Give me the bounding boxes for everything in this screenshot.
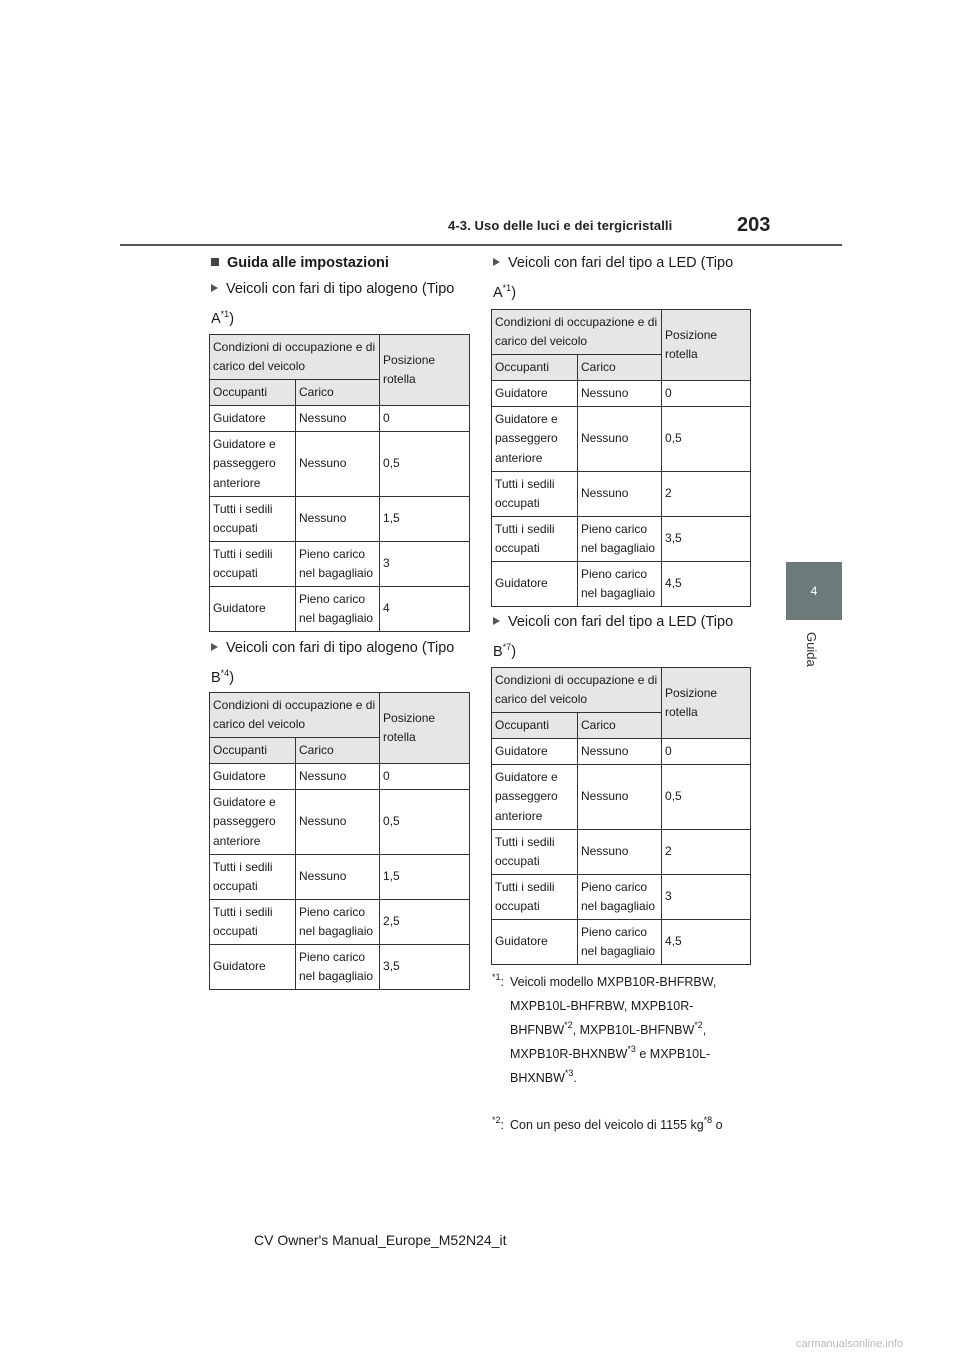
footnote-sup: *2 — [694, 1020, 703, 1030]
cell-occupants: Tutti i sedili occupati — [210, 542, 296, 587]
table-row — [492, 830, 751, 875]
col-header-position: Posizione rotella — [380, 335, 470, 406]
cell-position: 0,5 — [662, 765, 751, 830]
cell-occupants: Tutti i sedili occupati — [210, 497, 296, 542]
cell-position: 0 — [380, 406, 470, 432]
table-row — [492, 381, 751, 407]
cell-load: Pieno carico nel bagagliaio — [578, 875, 662, 920]
cell-load: Nessuno — [296, 432, 380, 497]
footnote-sup: *8 — [703, 1115, 713, 1125]
heading-sup: *7 — [502, 642, 512, 652]
table-row — [210, 587, 470, 632]
table-led-b — [491, 667, 751, 965]
cell-load: Nessuno — [296, 406, 380, 432]
table-row — [210, 497, 470, 542]
cell-load: Pieno carico nel bagagliaio — [296, 945, 380, 990]
table-row — [210, 855, 470, 900]
heading-end: ) — [229, 670, 235, 686]
heading-sup: *1 — [220, 309, 230, 319]
footnote-2: $^{*2}$: Con un peso del veicolo di 1155 $kg^{*8}$ o — [492, 1115, 723, 1132]
table-row — [492, 562, 751, 607]
cell-position: 3,5 — [380, 945, 470, 990]
table-row — [492, 517, 751, 562]
table-heading-led-b — [493, 607, 753, 667]
cell-occupants: Tutti i sedili occupati — [210, 855, 296, 900]
page-number: 203 — [737, 214, 771, 236]
cell-occupants: Guidatore e passeggero anteriore — [492, 765, 578, 830]
cell-load: Nessuno — [296, 497, 380, 542]
cell-position: 2,5 — [380, 900, 470, 945]
col-header-condition: Condizioni di occupazione e di carico del veicolo — [210, 335, 380, 380]
cell-occupants: Guidatore — [492, 920, 578, 965]
header-rule — [120, 244, 842, 246]
footnote-text: , MXPB10R-BHXNBW — [510, 1023, 707, 1061]
chapter-label: Guida — [804, 632, 819, 667]
cell-load: Nessuno — [578, 407, 662, 472]
cell-position: 0,5 — [662, 407, 751, 472]
heading-text: Veicoli con fari di tipo alogeno (Tipo B — [211, 640, 455, 686]
cell-position: 0 — [380, 764, 470, 790]
col-header-occupants: Occupanti — [492, 355, 578, 381]
col-header-load: Carico — [296, 380, 380, 406]
footnote-sup: *3 — [627, 1044, 636, 1054]
cell-position: 4,5 — [662, 562, 751, 607]
col-header-occupants: Occupanti — [210, 738, 296, 764]
footnote-text: . — [573, 1071, 577, 1085]
chapter-label-box — [788, 632, 840, 682]
cell-position: 4,5 — [662, 920, 751, 965]
cell-load: Pieno carico nel bagagliaio — [578, 920, 662, 965]
cell-occupants: Guidatore — [210, 406, 296, 432]
running-header-section: 4-3. Uso delle luci e dei tergicristalli — [448, 218, 673, 233]
footnote-text: Con un peso del veicolo di 1155 kg — [510, 1118, 704, 1132]
heading-end: ) — [229, 311, 235, 327]
cell-position: 1,5 — [380, 855, 470, 900]
cell-position: 0,5 — [380, 790, 470, 855]
cell-position: 0 — [662, 381, 751, 407]
cell-position: 3 — [380, 542, 470, 587]
footnote-text: , MXPB10L-BHFNBW — [572, 1023, 695, 1037]
heading-text: Veicoli con fari del tipo a LED (Tipo A — [493, 255, 734, 301]
col-header-load: Carico — [578, 713, 662, 739]
cell-occupants: Tutti i sedili occupati — [492, 472, 578, 517]
cell-load: Nessuno — [578, 472, 662, 517]
table-row — [492, 765, 751, 830]
table-heading-halogen-a — [211, 274, 471, 334]
col-header-condition: Condizioni di occupazione e di carico del veicolo — [210, 693, 380, 738]
table-row — [492, 407, 751, 472]
footnote-key: *2 — [492, 1115, 501, 1125]
footnote-key: *1 — [492, 972, 501, 982]
footnote-sup: *2 — [564, 1020, 573, 1030]
table-heading-halogen-b — [211, 633, 471, 693]
table-halogen-b — [209, 692, 470, 990]
table-halogen-a — [209, 334, 470, 632]
col-header-load: Carico — [296, 738, 380, 764]
cell-occupants: Guidatore — [492, 562, 578, 607]
chapter-number: 4 — [810, 584, 818, 598]
cell-position: 0,5 — [380, 432, 470, 497]
cell-position: 2 — [662, 830, 751, 875]
table-row — [492, 875, 751, 920]
cell-position: 2 — [662, 472, 751, 517]
cell-load: Nessuno — [296, 855, 380, 900]
cell-load: Nessuno — [578, 381, 662, 407]
cell-load: Pieno carico nel bagagliaio — [296, 900, 380, 945]
cell-occupants: Guidatore e passeggero anteriore — [210, 790, 296, 855]
col-header-occupants: Occupanti — [210, 380, 296, 406]
cell-occupants: Guidatore — [210, 764, 296, 790]
table-row — [492, 920, 751, 965]
cell-load: Pieno carico nel bagagliaio — [296, 587, 380, 632]
col-header-load: Carico — [578, 355, 662, 381]
col-header-position: Posizione rotella — [380, 693, 470, 764]
cell-occupants: Guidatore — [210, 587, 296, 632]
cell-occupants: Tutti i sedili occupati — [492, 830, 578, 875]
cell-load: Pieno carico nel bagagliaio — [578, 517, 662, 562]
footnote-sup: *3 — [564, 1068, 574, 1078]
table-row — [492, 739, 751, 765]
square-bullet-icon — [211, 258, 219, 266]
heading-sup: *1 — [502, 283, 512, 293]
cell-load: Nessuno — [578, 739, 662, 765]
col-header-occupants: Occupanti — [492, 713, 578, 739]
cell-load: Pieno carico nel bagagliaio — [578, 562, 662, 607]
table-row — [210, 790, 470, 855]
cell-occupants: Tutti i sedili occupati — [492, 875, 578, 920]
cell-position: 3 — [662, 875, 751, 920]
triangle-bullet-icon — [493, 617, 500, 625]
heading-sup: *4 — [220, 668, 230, 678]
triangle-bullet-icon — [211, 643, 218, 651]
table-row — [210, 406, 470, 432]
table-row — [210, 764, 470, 790]
cell-occupants: Tutti i sedili occupati — [492, 517, 578, 562]
heading-end: ) — [511, 285, 517, 301]
table-row — [492, 472, 751, 517]
chapter-tab — [786, 562, 842, 620]
heading-text: Veicoli con fari di tipo alogeno (Tipo A — [211, 281, 455, 327]
table-row — [210, 945, 470, 990]
footnote-text: Veicoli modello MXPB10R-BHFRBW, MXPB10L-BHFRBW, MXPB10R-BHFNBW — [510, 975, 717, 1037]
triangle-bullet-icon — [493, 258, 500, 266]
cell-occupants: Tutti i sedili occupati — [210, 900, 296, 945]
triangle-bullet-icon — [211, 284, 218, 292]
col-header-position: Posizione rotella — [662, 668, 751, 739]
heading-text: Veicoli con fari del tipo a LED (Tipo B — [493, 614, 734, 660]
cell-load: Nessuno — [578, 765, 662, 830]
cell-occupants: Guidatore — [492, 381, 578, 407]
heading-end: ) — [511, 644, 517, 660]
cell-occupants: Guidatore e passeggero anteriore — [210, 432, 296, 497]
cell-position: 3,5 — [662, 517, 751, 562]
table-heading-led-a — [493, 248, 753, 308]
cell-occupants: Guidatore — [210, 945, 296, 990]
cell-load: Nessuno — [296, 764, 380, 790]
col-header-position: Posizione rotella — [662, 310, 751, 381]
cell-position: 0 — [662, 739, 751, 765]
col-header-condition: Condizioni di occupazione e di carico del veicolo — [492, 310, 662, 355]
table-led-a — [491, 309, 751, 607]
footnote-text: o — [712, 1118, 723, 1132]
cell-load: Nessuno — [296, 790, 380, 855]
cell-position: 4 — [380, 587, 470, 632]
table-row — [210, 432, 470, 497]
table-row — [210, 900, 470, 945]
page-footer: CV Owner's Manual_Europe_M52N24_it — [254, 1232, 507, 1248]
table-row — [210, 542, 470, 587]
cell-position: 1,5 — [380, 497, 470, 542]
footnote-text: e MXPB10L-BHXNBW — [510, 1047, 711, 1085]
watermark: carmanualsonline.info — [796, 1338, 904, 1350]
section-title-text: Guida alle impostazioni — [227, 255, 389, 271]
col-header-condition: Condizioni di occupazione e di carico del veicolo — [492, 668, 662, 713]
footnote-1: $^{*1}$: Veicoli modello MXPB10R-BHFRBW, MXPB10L-BHFRBW, MXPB10R-BHFNBW$^{*2}$, MXPB10L-BHFNBW$^{*2}$, MXPB10R-BHXNBW$^{*3}$ e MXPB10L-BHXNBW$^{*3}$. — [492, 972, 717, 1085]
cell-occupants: Guidatore — [492, 739, 578, 765]
section-title — [211, 255, 389, 271]
cell-occupants: Guidatore e passeggero anteriore — [492, 407, 578, 472]
cell-load: Pieno carico nel bagagliaio — [296, 542, 380, 587]
cell-load: Nessuno — [578, 830, 662, 875]
